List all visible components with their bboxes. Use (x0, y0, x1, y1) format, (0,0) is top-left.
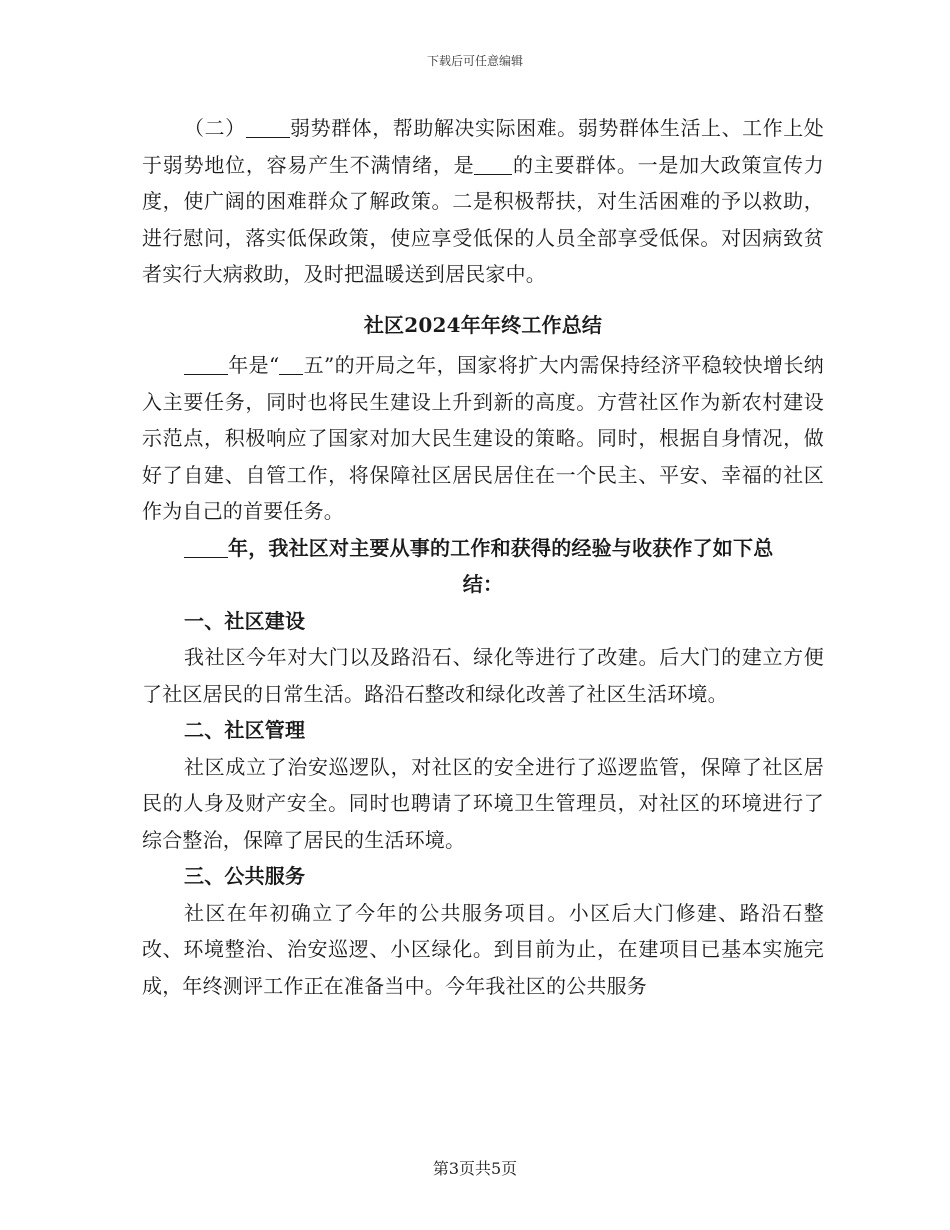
section-heading-management: 二、社区管理 (184, 718, 306, 742)
fill-in-blank (184, 537, 228, 558)
paragraph-prefix: （二） (184, 116, 246, 140)
document-body (142, 110, 824, 1004)
document-title: 社区2024年年终工作总结 (363, 312, 603, 337)
page-header: 下载后可任意编辑 (426, 54, 523, 68)
paragraph-text: 弱势群体，帮助解决实际困难。弱势群体生活上、工作上处于弱势地位，容易产生不满情绪，是 (142, 116, 824, 177)
section-body-management: 社区成立了治安巡逻队，对社区的安全进行了巡逻监管，保障了社区居民的人身及财产安全。同时也聘请了环境卫生管理员，对社区的环境进行了综合整治，保障了居民的生活环境。 (142, 754, 824, 852)
fill-in-blank (474, 154, 512, 175)
paragraph-text-cont: 的主要群体。一是加大政策宣传力度，使广阔的困难群众了解政策。二是积极帮扶，对生活困难的予以救助，进行慰问，落实低保政策，使应享受低保的人员全部享受低保。对因病致贫者实行大病救助，及时把温暖送到居民家中。 (142, 152, 825, 286)
paragraph-intro (142, 347, 824, 530)
page-footer: 第3页共5页 (432, 1159, 518, 1178)
fill-in-blank (184, 354, 228, 375)
fill-in-blank (246, 117, 290, 138)
section-heading-construction: 一、社区建设 (184, 608, 306, 633)
section-body-public-service: 社区在年初确立了今年的公共服务项目。小区后大门修建、路沿石整改、环境整治、治安巡逻、小区绿化。到目前为止，在建项目已基本实施完成，年终测评工作正在准备当中。今年我社区的公共服务 (142, 900, 824, 998)
section-heading-public-service: 三、公共服务 (184, 864, 306, 888)
paragraph-vulnerable-groups (142, 110, 824, 293)
summary-heading-line1 (142, 530, 824, 567)
intro-text-cont: 五”的开局之年，国家将扩大内需保持经济平稳较快增长纳入主要任务，同时也将民生建设上升到新的高度。方营社区作为新农村建设示范点，积极响应了国家对加大民生建设的策略。同时，根据自身情况，做好了自建、自管工作，将保障社区居民居住在一个民主、平安、幸福的社区作为自己的首要任务。 (142, 353, 824, 523)
section-body-construction: 我社区今年对大门以及路沿石、绿化等进行了改建。后大门的建立方便了社区居民的日常生活。路沿石整改和绿化改善了社区生活环境。 (142, 645, 824, 706)
summary-heading-text: 年，我社区对主要从事的工作和获得的经验与收获作了如下总 (228, 535, 774, 560)
intro-text: 年是“ (228, 353, 280, 377)
fill-in-blank (279, 354, 303, 375)
summary-heading-line2: 结： (462, 572, 504, 596)
